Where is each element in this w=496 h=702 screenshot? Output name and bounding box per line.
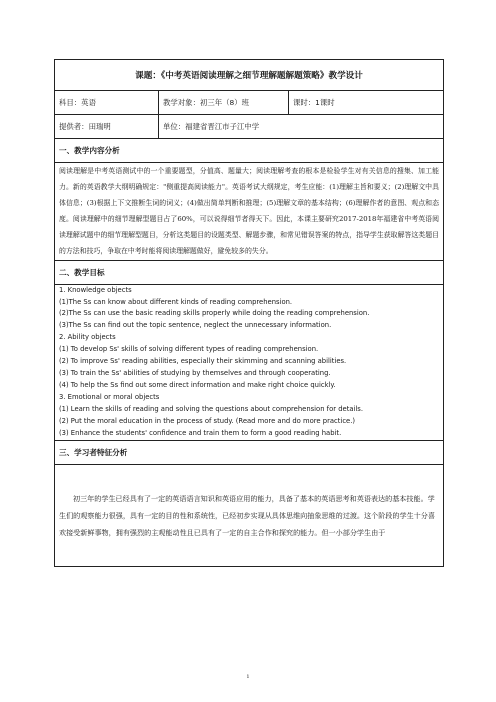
objective-line: (4) To help the Ss find out some direct information and make right choice quickly. xyxy=(59,381,336,390)
learner-analysis-cell xyxy=(55,464,444,566)
objective-line: (2) To improve Ss' reading abilities, especially their skimming and scanning abilities. xyxy=(59,357,347,366)
objective-line: (1) Learn the skills of reading and solving the questions about comprehension for details. xyxy=(59,405,363,414)
section-heading-learner-analysis: 三、学习者特征分析 xyxy=(55,440,444,464)
objective-line: (2)The Ss can use the basic reading skills properly while doing the reading comprehension. xyxy=(59,309,370,318)
content-analysis-text: 阅读理解是中考英语测试中的一个重要题型，分值高、题量大；阅读理解考查的根本是检验学生对有关信息的搜集、加工能力。新的英语教学大纲明确规定："侧重提高阅读能力"。英语考试大纲规定，考生应能：(1)理解主旨和要义；(2)理解文中具体信息；(3)根据上下文推断生词的词义；(4)做出简单判断和推理；(5)理解文章的基本结构；(6)理解作者的意图、观点和态度。阅读理解中的细节理解型题目占了60%，可以说得细节者得天下。因此，本课主要研究2017-2018年福建省中考英语阅读理解试题中的细节理解型题目，分析这类题目的设题类型、解题步骤，和常见错误答案的特点，指导学生获取解答这类题目的方法和技巧，争取在中考时能将阅读理解题做好，避免较多的失分。 xyxy=(55,163,444,261)
objective-line: (2) Put the moral education in the process of study. (Read more and do more practice.) xyxy=(59,417,356,426)
page-number: 1 xyxy=(246,674,250,680)
provider-cell: 提供者：田瑞明 xyxy=(55,115,159,139)
objective-line: 1. Knowledge objects xyxy=(59,285,132,294)
section-heading-objectives: 二、教学目标 xyxy=(55,260,444,284)
objective-line: (3) To train the Ss' abilities of studying by themselves and through cooperating. xyxy=(59,369,331,378)
subject-cell: 科目：英语 xyxy=(55,91,159,115)
objective-line: (3)The Ss can find out the topic sentence, neglect the unnecessary information. xyxy=(59,321,332,330)
lesson-title: 课题：《中考英语阅读理解之细节理解题解题策略》教学设计 xyxy=(55,60,444,91)
objective-line: (1)The Ss can know about different kinds of reading comprehension. xyxy=(59,297,293,306)
objective-line: (3) Enhance the students' confidence and train them to form a good reading habit. xyxy=(59,429,342,437)
objectives-list xyxy=(55,284,444,440)
hours-cell: 课时：1课时 xyxy=(289,91,444,115)
objective-line: 2. Ability objects xyxy=(59,333,116,342)
lesson-plan-table xyxy=(54,59,444,567)
section-heading-content-analysis: 一、教学内容分析 xyxy=(55,139,444,163)
objective-line: (1) To develop Ss' skills of solving different types of reading comprehension. xyxy=(59,345,319,354)
unit-cell: 单位：福建省晋江市子江中学 xyxy=(159,115,444,139)
audience-cell: 教学对象：初三年（8）班 xyxy=(159,91,289,115)
objective-line: 3. Emotional or moral objects xyxy=(59,393,160,402)
learner-analysis-text: 初三年的学生已经具有了一定的英语语言知识和英语应用的能力，具备了基本的英语思考和英语表达的基本技能。学生们的观察能力很强，具有一定的目的性和系统性，已经初步实现从具体思维向抽象思维的过渡。这个阶段的学生十分喜欢接受新鲜事物，拥有强烈的主观能动性且已具有了一定的自主合作和探究的能力。但一小部分学生由于 xyxy=(59,493,435,537)
